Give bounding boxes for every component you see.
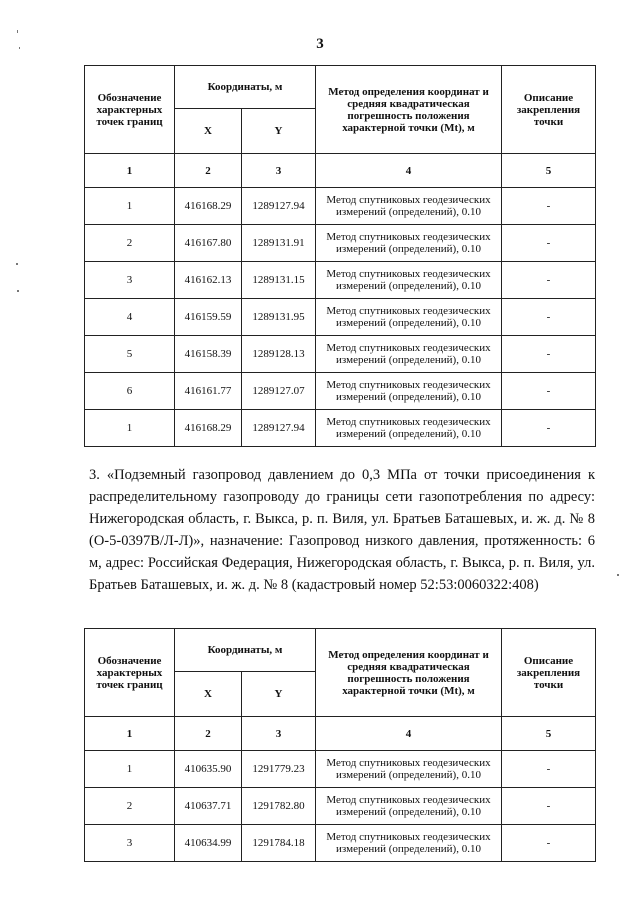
table-row (85, 299, 596, 336)
table-row (85, 410, 596, 447)
column-number: 3 (242, 154, 316, 188)
coordinate-y: 1291782.80 (242, 788, 316, 825)
scan-mark (19, 47, 20, 49)
point-number: 4 (85, 299, 175, 336)
header-coordinates: Координаты, м (175, 629, 316, 672)
coordinates-table-1 (84, 65, 596, 447)
header-x: X (175, 109, 242, 154)
coordinate-y: 1289127.07 (242, 373, 316, 410)
method-text: Метод спутниковых геодезических измерений (определений), 0.10 (316, 262, 502, 299)
coordinate-y: 1289128.13 (242, 336, 316, 373)
method-text: Метод спутниковых геодезических измерений (определений), 0.10 (316, 825, 502, 862)
point-number: 5 (85, 336, 175, 373)
coordinate-y: 1289127.94 (242, 188, 316, 225)
header-method: Метод определения координат и средняя квадратическая погрешность положения характерной точки (Mt), м (316, 66, 502, 154)
column-number: 5 (502, 717, 596, 751)
point-number: 6 (85, 373, 175, 410)
column-number: 1 (85, 154, 175, 188)
fixing-description: - (502, 262, 596, 299)
method-text: Метод спутниковых геодезических измерений (определений), 0.10 (316, 299, 502, 336)
scan-mark (17, 30, 18, 33)
method-text: Метод спутниковых геодезических измерений (определений), 0.10 (316, 188, 502, 225)
coordinate-y: 1289131.15 (242, 262, 316, 299)
fixing-description: - (502, 373, 596, 410)
fixing-description: - (502, 825, 596, 862)
coordinate-x: 416161.77 (175, 373, 242, 410)
coordinate-y: 1291779.23 (242, 751, 316, 788)
point-number: 3 (85, 825, 175, 862)
header-description: Описание закрепления точки (502, 66, 596, 154)
scan-mark (17, 290, 19, 292)
header-y: Y (242, 109, 316, 154)
table-row (85, 751, 596, 788)
coordinate-x: 416159.59 (175, 299, 242, 336)
table-row (85, 262, 596, 299)
column-number: 5 (502, 154, 596, 188)
fixing-description: - (502, 225, 596, 262)
method-text: Метод спутниковых геодезических измерений (определений), 0.10 (316, 751, 502, 788)
coordinate-x: 416167.80 (175, 225, 242, 262)
point-number: 2 (85, 225, 175, 262)
coordinate-x: 410637.71 (175, 788, 242, 825)
fixing-description: - (502, 788, 596, 825)
coordinate-x: 416168.29 (175, 188, 242, 225)
table-row (85, 373, 596, 410)
header-method: Метод определения координат и средняя квадратическая погрешность положения характерной точки (Mt), м (316, 629, 502, 717)
header-y: Y (242, 672, 316, 717)
point-number: 1 (85, 410, 175, 447)
coordinates-table-2 (84, 628, 596, 862)
coordinate-x: 410635.90 (175, 751, 242, 788)
fixing-description: - (502, 299, 596, 336)
method-text: Метод спутниковых геодезических измерений (определений), 0.10 (316, 788, 502, 825)
table-row (85, 225, 596, 262)
table-row (85, 188, 596, 225)
fixing-description: - (502, 188, 596, 225)
page-number: 3 (316, 36, 324, 52)
column-number: 2 (175, 717, 242, 751)
point-number: 2 (85, 788, 175, 825)
table-row (85, 825, 596, 862)
header-coordinates: Координаты, м (175, 66, 316, 109)
table-row (85, 788, 596, 825)
coordinate-y: 1289131.91 (242, 225, 316, 262)
coordinate-x: 416162.13 (175, 262, 242, 299)
fixing-description: - (502, 410, 596, 447)
object-description: 3. «Подземный газопровод давлением до 0,3 МПа от точки присоединения к распределительному газопроводу до границы сети газопотребления по адресу: Нижегородская область, г. Выкса, р. п. Виля, ул. Братьев Баташевых, и. ж. д. № 8 (О-5-0397В/Л-Л)», назначение: Газопровод низкого давления, протяженность: 6 м, адрес: Российская Федерация, Нижегородская область, г. Выкса, р. п. Виля, ул. Братьев Баташевых, и. ж. д. № 8 (кадастровый номер 52:53:0060322:408) (89, 467, 595, 593)
column-number: 2 (175, 154, 242, 188)
method-text: Метод спутниковых геодезических измерений (определений), 0.10 (316, 373, 502, 410)
header-point: Обозначение характерных точек границ (85, 629, 175, 717)
column-number: 1 (85, 717, 175, 751)
fixing-description: - (502, 751, 596, 788)
point-number: 1 (85, 188, 175, 225)
column-number: 4 (316, 717, 502, 751)
header-x: X (175, 672, 242, 717)
method-text: Метод спутниковых геодезических измерений (определений), 0.10 (316, 336, 502, 373)
coordinate-y: 1291784.18 (242, 825, 316, 862)
coordinate-x: 416168.29 (175, 410, 242, 447)
header-description: Описание закрепления точки (502, 629, 596, 717)
column-number: 4 (316, 154, 502, 188)
point-number: 1 (85, 751, 175, 788)
table-row (85, 336, 596, 373)
fixing-description: - (502, 336, 596, 373)
method-text: Метод спутниковых геодезических измерений (определений), 0.10 (316, 410, 502, 447)
point-number: 3 (85, 262, 175, 299)
coordinate-x: 410634.99 (175, 825, 242, 862)
coordinate-y: 1289131.95 (242, 299, 316, 336)
coordinate-x: 416158.39 (175, 336, 242, 373)
header-point: Обозначение характерных точек границ (85, 66, 175, 154)
scan-mark (16, 263, 18, 265)
coordinate-y: 1289127.94 (242, 410, 316, 447)
method-text: Метод спутниковых геодезических измерений (определений), 0.10 (316, 225, 502, 262)
column-number: 3 (242, 717, 316, 751)
scan-mark (617, 574, 619, 576)
